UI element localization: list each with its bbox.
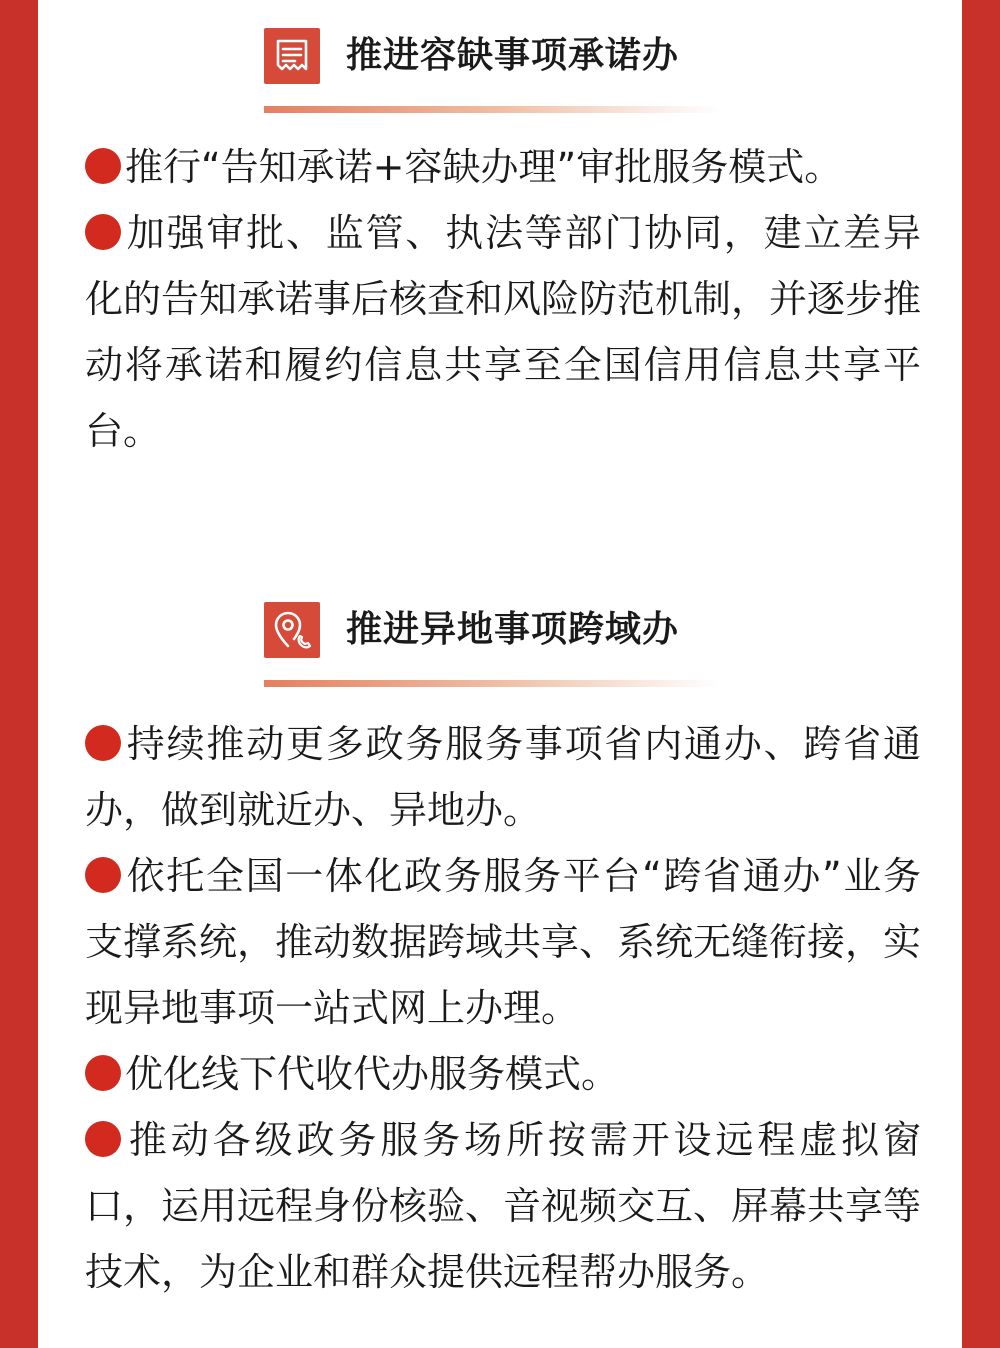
bullet-list-commitment [85, 134, 921, 464]
bullet-dot-icon [85, 1121, 121, 1157]
bullet-dot-icon [85, 1055, 121, 1091]
bullet-dot-icon [85, 214, 121, 250]
section-title: 推进异地事项跨域办 [346, 609, 680, 650]
receipt-icon [264, 28, 320, 84]
page-panel [38, 0, 962, 1348]
bullet-dot-icon [85, 148, 121, 184]
title-underline [264, 106, 720, 113]
title-underline [264, 680, 720, 687]
bullet-dot-icon [85, 857, 121, 893]
list-item: 推动各级政务服务场所按需开设远程虚拟窗口，运用远程身份核验、音视频交互、屏幕共享等技术，为企业和群众提供远程帮办服务。 [85, 1118, 922, 1294]
list-item: 加强审批、监管、执法等部门协同，建立差异化的告知承诺事后核查和风险防范机制，并逐步推动将承诺和履约信息共享至全国信用信息共享平台。 [85, 211, 922, 453]
list-item: 依托全国一体化政务服务平台“跨省通办”业务支撑系统，推动数据跨域共享、系统无缝衔接，实现异地事项一站式网上办理。 [85, 854, 922, 1030]
list-item: 推行“告知承诺+容缺办理”审批服务模式。 [85, 134, 921, 200]
bullet-dot-icon [85, 725, 121, 761]
list-item: 优化线下代收代办服务模式。 [85, 1041, 921, 1107]
list-item: 持续推动更多政务服务事项省内通办、跨省通办，做到就近办、异地办。 [85, 722, 921, 832]
section-title: 推进容缺事项承诺办 [346, 35, 680, 76]
bullet-list-cross-region [85, 711, 921, 1305]
location-phone-icon [264, 602, 320, 658]
